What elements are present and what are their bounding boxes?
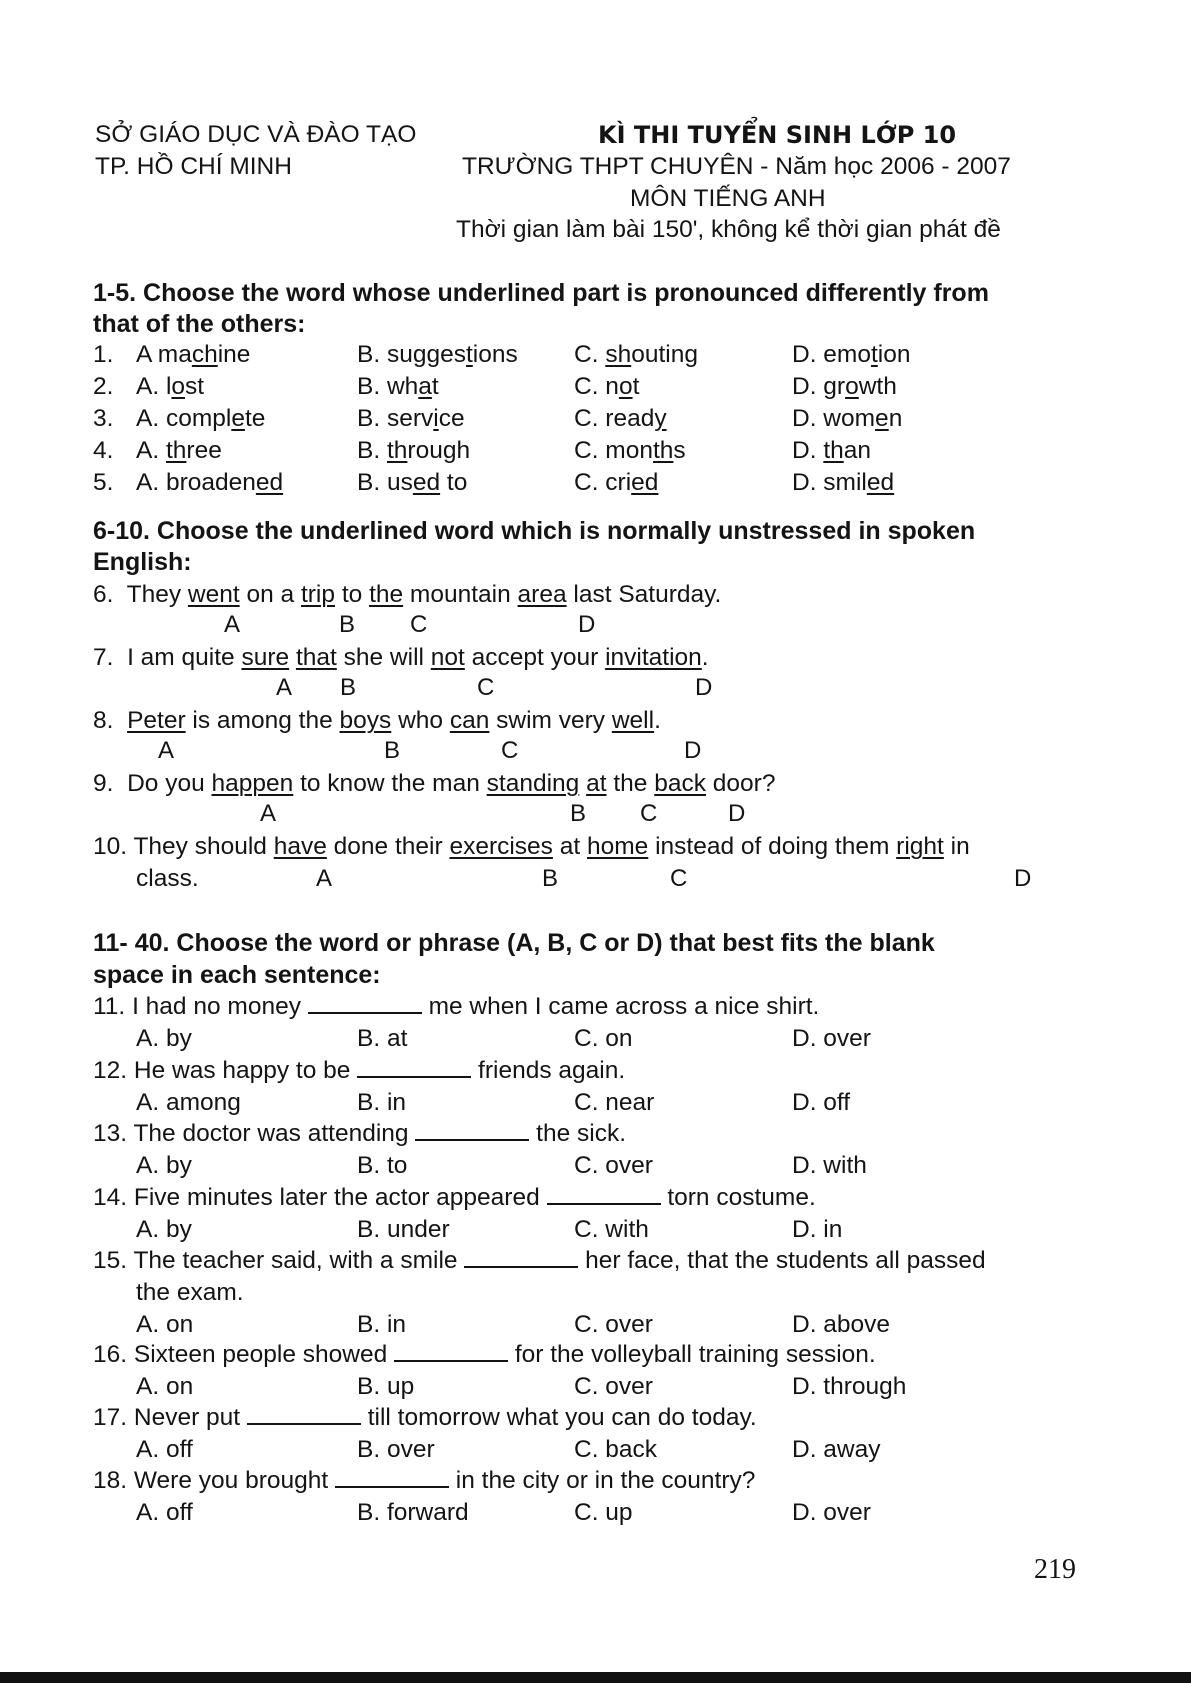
- question-text: He was happy to be: [133, 1057, 358, 1084]
- option-c: C. near: [574, 1089, 655, 1116]
- pronunciation-row: [0, 372, 1191, 404]
- question-text: me when I came across a nice shirt.: [421, 993, 820, 1020]
- pronunciation-row: [0, 436, 1191, 468]
- option-a: [136, 372, 204, 402]
- option-d: [792, 468, 894, 498]
- underlined-part: e: [231, 405, 245, 432]
- question-text: Were you brought: [133, 1467, 335, 1494]
- section1-heading: 1-5. Choose the word whose underlined part is pronounced differently from: [93, 279, 989, 307]
- question-17: [93, 1403, 757, 1433]
- scan-bottom-edge: [0, 1672, 1191, 1683]
- question-number: 18.: [93, 1467, 128, 1494]
- option-text: ine: [217, 341, 251, 368]
- question-18: [93, 1466, 755, 1496]
- option-a: A. among: [136, 1089, 241, 1116]
- option-text: ion: [877, 341, 911, 368]
- question-number: 13.: [93, 1120, 128, 1147]
- question-7: 7. I am quite sure that she will not accept your invitation.: [93, 644, 709, 671]
- option-a: A. by: [136, 1152, 192, 1179]
- option-text: s: [673, 437, 686, 464]
- option-text: A.: [136, 437, 166, 464]
- underlined-part: th: [823, 437, 844, 464]
- section2-heading-cont: English:: [93, 548, 192, 576]
- answer-blank: [308, 992, 422, 1014]
- question-number: 16.: [93, 1341, 128, 1368]
- underlined-part: ch: [191, 341, 218, 368]
- question-text: till tomorrow what you can do today.: [360, 1404, 757, 1431]
- option-text: D. emo: [792, 341, 871, 368]
- underlined-part: o: [618, 373, 633, 400]
- answer-blank: [547, 1183, 661, 1205]
- option-d: [792, 372, 897, 402]
- option-b: B. under: [357, 1216, 450, 1243]
- underlined-part: ed: [631, 469, 659, 496]
- option-text: C. n: [574, 373, 619, 400]
- question-15: [93, 1246, 986, 1276]
- option-b: [357, 340, 518, 370]
- option-d: D. with: [792, 1152, 867, 1179]
- question-number: 1.: [93, 341, 114, 368]
- option-b: B. to: [357, 1152, 408, 1179]
- question-12: [93, 1056, 625, 1086]
- school-year-line: TRƯỜNG THPT CHUYÊN - Năm học 2006 - 2007: [462, 153, 1011, 180]
- option-a: [136, 340, 250, 370]
- option-c: [574, 468, 658, 498]
- option-a: A. off: [136, 1499, 193, 1526]
- option-b: B. up: [357, 1373, 415, 1400]
- question-text: torn costume.: [660, 1184, 816, 1211]
- answer-blank: [357, 1056, 471, 1078]
- option-d: D. away: [792, 1436, 881, 1463]
- option-a: A. by: [136, 1216, 192, 1243]
- section3-heading: 11- 40. Choose the word or phrase (A, B, C or D) that best fits the blank: [93, 929, 935, 957]
- pronunciation-row: [0, 468, 1191, 500]
- option-text: ree: [186, 437, 222, 464]
- question-16: [93, 1340, 876, 1370]
- option-c: [574, 404, 667, 434]
- option-d: [792, 404, 902, 434]
- option-a: A. by: [136, 1025, 192, 1052]
- question-text: I had no money: [132, 993, 308, 1020]
- question-number: 3.: [93, 405, 114, 432]
- question-10: 10. They should have done their exercises at home instead of doing them right in: [93, 833, 970, 860]
- q8-letter-a: A: [158, 737, 175, 764]
- option-a: [136, 404, 265, 434]
- question-text: Never put: [133, 1404, 247, 1431]
- option-text: n: [888, 405, 903, 432]
- option-c: C. on: [574, 1025, 633, 1052]
- underlined-part: ed: [255, 469, 284, 496]
- section2-heading: 6-10. Choose the underlined word which is normally unstressed in spoken: [93, 517, 976, 545]
- question-number: 2.: [93, 373, 114, 400]
- question-15-cont: the exam.: [136, 1279, 244, 1306]
- option-text: C. mon: [574, 437, 653, 464]
- option-c: [574, 340, 698, 370]
- question-13: [93, 1119, 626, 1149]
- pronunciation-row: [0, 340, 1191, 372]
- question-text: The teacher said, with a smile: [133, 1247, 465, 1274]
- option-text: B.: [357, 437, 387, 464]
- option-text: ce: [438, 405, 465, 432]
- option-b: B. in: [357, 1089, 407, 1116]
- option-d: D. above: [792, 1311, 891, 1338]
- underlined-part: o: [845, 373, 859, 400]
- option-b: [357, 404, 465, 434]
- time-note: Thời gian làm bài 150', không kể thời gian phát đề: [456, 216, 1001, 243]
- q6-letter-d: D: [578, 611, 596, 638]
- q9-letter-c: C: [640, 800, 658, 827]
- option-text: t: [431, 373, 439, 400]
- question-8: 8. Peter is among the boys who can swim very well.: [93, 707, 661, 734]
- option-d: D. over: [792, 1025, 871, 1052]
- option-text: B. sugges: [357, 341, 466, 368]
- option-b: B. forward: [357, 1499, 469, 1526]
- q9-letter-d: D: [728, 800, 746, 827]
- option-c: C. up: [574, 1499, 633, 1526]
- option-a: [136, 436, 222, 466]
- question-text: for the volleyball training session.: [508, 1341, 876, 1368]
- option-c: C. over: [574, 1311, 653, 1338]
- exam-title: KÌ THI TUYỂN SINH LỚP 10: [598, 121, 957, 149]
- option-text: outing: [631, 341, 698, 368]
- q9-letter-a: A: [260, 800, 277, 827]
- option-text: A ma: [136, 341, 192, 368]
- underlined-part: th: [165, 437, 187, 464]
- option-c: [574, 372, 639, 402]
- question-9: 9. Do you happen to know the man standing at the back door?: [93, 770, 776, 797]
- question-text: her face, that the students all passed: [578, 1247, 986, 1274]
- underlined-part: ed: [866, 469, 895, 496]
- underlined-part: th: [386, 437, 408, 464]
- answer-blank: [394, 1340, 508, 1362]
- page-number: 219: [1034, 1554, 1076, 1585]
- option-text: B. wh: [357, 373, 419, 400]
- underlined-part: t: [870, 341, 878, 368]
- option-d: D. over: [792, 1499, 871, 1526]
- option-a: A. on: [136, 1311, 194, 1338]
- option-d: D. in: [792, 1216, 843, 1243]
- option-d: D. through: [792, 1373, 907, 1400]
- option-a: [136, 468, 283, 498]
- q7-letter-d: D: [695, 674, 713, 701]
- answer-blank: [415, 1119, 529, 1141]
- q10-letter-a: A: [316, 865, 333, 892]
- question-number: 11.: [93, 993, 126, 1020]
- underlined-part: th: [652, 437, 674, 464]
- question-number: 5.: [93, 469, 114, 496]
- question-number: 15.: [93, 1247, 128, 1274]
- option-text: B. us: [357, 469, 413, 496]
- option-a: A. on: [136, 1373, 194, 1400]
- q6-letter-b: B: [339, 611, 356, 638]
- underlined-part: sh: [605, 341, 632, 368]
- option-text: D.: [792, 437, 824, 464]
- q7-letter-c: C: [477, 674, 495, 701]
- option-text: st: [185, 373, 205, 400]
- option-c: [574, 436, 686, 466]
- q6-letter-a: A: [224, 611, 241, 638]
- question-6: 6. They went on a trip to the mountain area last Saturday.: [93, 581, 722, 608]
- option-c: C. over: [574, 1373, 653, 1400]
- question-text: Five minutes later the actor appeared: [133, 1184, 547, 1211]
- option-d: [792, 436, 871, 466]
- q8-letter-b: B: [384, 737, 401, 764]
- option-b: B. in: [357, 1311, 407, 1338]
- question-number: 12.: [93, 1057, 128, 1084]
- option-text: t: [632, 373, 640, 400]
- underlined-part: e: [875, 405, 889, 432]
- option-d: [792, 340, 910, 370]
- section1-heading-cont: that of the others:: [93, 310, 306, 338]
- option-b: B. at: [357, 1025, 408, 1052]
- department-name: SỞ GIÁO DỤC VÀ ĐÀO TẠO: [95, 121, 417, 148]
- question-14: [93, 1183, 816, 1213]
- q8-letter-c: C: [501, 737, 519, 764]
- option-b: [357, 468, 467, 498]
- option-b: [357, 372, 439, 402]
- question-text: Sixteen people showed: [133, 1341, 395, 1368]
- subject-line: MÔN TIẾNG ANH: [630, 185, 826, 212]
- q8-letter-d: D: [684, 737, 702, 764]
- option-text: A. l: [136, 373, 172, 400]
- option-a: A. off: [136, 1436, 193, 1463]
- answer-blank: [335, 1466, 449, 1488]
- option-text: an: [843, 437, 872, 464]
- option-b: [357, 436, 470, 466]
- option-text: ions: [472, 341, 518, 368]
- option-c: C. back: [574, 1436, 658, 1463]
- question-text: the sick.: [529, 1120, 627, 1147]
- option-c: C. with: [574, 1216, 649, 1243]
- underlined-part: a: [418, 373, 432, 400]
- q9-letter-b: B: [570, 800, 587, 827]
- answer-blank: [464, 1246, 578, 1268]
- option-text: to: [440, 469, 468, 496]
- q7-letter-a: A: [276, 674, 293, 701]
- question-11: [93, 992, 819, 1022]
- option-b: B. over: [357, 1436, 435, 1463]
- underlined-part: y: [654, 405, 667, 432]
- question-text: friends again.: [471, 1057, 626, 1084]
- city-name: TP. HỒ CHÍ MINH: [95, 153, 292, 180]
- option-text: wth: [858, 373, 897, 400]
- question-10-cont: class.: [136, 865, 199, 892]
- option-text: A. broaden: [136, 469, 256, 496]
- q10-letter-b: B: [542, 865, 559, 892]
- q10-letter-c: C: [670, 865, 688, 892]
- q10-letter-d: D: [1014, 865, 1032, 892]
- answer-blank: [247, 1403, 361, 1425]
- option-text: D. wom: [792, 405, 876, 432]
- question-number: 17.: [93, 1404, 128, 1431]
- underlined-part: t: [465, 341, 473, 368]
- option-d: D. off: [792, 1089, 851, 1116]
- option-text: B. serv: [357, 405, 434, 432]
- underlined-part: ed: [412, 469, 441, 496]
- option-text: D. smil: [792, 469, 867, 496]
- option-text: C. read: [574, 405, 655, 432]
- option-text: rough: [407, 437, 471, 464]
- option-c: C. over: [574, 1152, 653, 1179]
- q6-letter-c: C: [410, 611, 428, 638]
- underlined-part: i: [433, 405, 439, 432]
- q7-letter-b: B: [340, 674, 357, 701]
- underlined-part: o: [171, 373, 186, 400]
- section3-heading-cont: space in each sentence:: [93, 961, 381, 989]
- option-text: D. gr: [792, 373, 846, 400]
- question-text: The doctor was attending: [133, 1120, 416, 1147]
- option-text: A. compl: [136, 405, 232, 432]
- option-text: C. cri: [574, 469, 632, 496]
- question-number: 14.: [93, 1184, 128, 1211]
- question-number: 4.: [93, 437, 114, 464]
- option-text: C.: [574, 341, 606, 368]
- option-text: te: [244, 405, 266, 432]
- question-text: in the city or in the country?: [448, 1467, 756, 1494]
- pronunciation-row: [0, 404, 1191, 436]
